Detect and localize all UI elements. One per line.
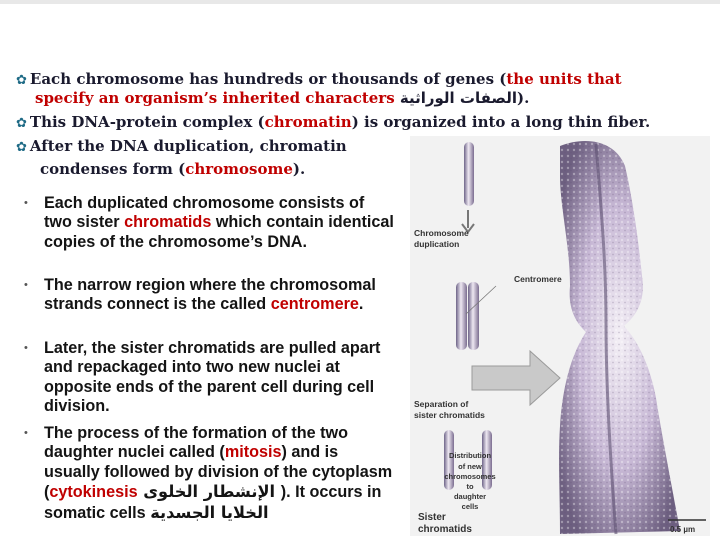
sister-chromatid-right-shape [468, 282, 479, 350]
bullet-item-1: • Each duplicated chromosome consists of two sister chromatids which contain identical copies of the chromosome’s DNA. [24, 194, 394, 251]
intro-line-1: ✿ Each chromosome has hundreds or thousands of genes (the units that [16, 70, 622, 88]
chromosome-figure [410, 136, 710, 536]
bullet-dot-icon: • [24, 279, 28, 291]
bullet-dot-icon: • [24, 427, 28, 439]
svg-text:to: to [466, 482, 474, 491]
svg-text:Sister: Sister [418, 512, 446, 523]
bullet-item-3: • Later, the sister chromatids are pulled apart and repackaged into two new nuclei at opposite ends of the parent cell during cell division. [24, 339, 381, 416]
micrograph-chromosome-shape [559, 141, 680, 534]
svg-text:of new: of new [458, 462, 482, 471]
svg-text:sister chromatids: sister chromatids [414, 410, 485, 420]
top-rule [0, 0, 720, 4]
flower-bullet-icon: ✿ [16, 140, 27, 155]
arrow-shape [472, 351, 560, 405]
svg-text:duplication: duplication [414, 239, 460, 249]
svg-text:cells: cells [461, 502, 479, 511]
flower-bullet-icon: ✿ [16, 73, 27, 88]
single-chromosome-shape [464, 142, 474, 206]
bullet-item-4: • The process of the formation of the two daughter nuclei called (mitosis) and is usually followed by division of the cytoplasm (cytokinesis الإنشطار الخلوى ). It occurs in somatic cells الخلايا الجسدية [24, 424, 393, 522]
chromosome-diagram [410, 136, 710, 536]
svg-text:0.5 µm: 0.5 µm [670, 525, 696, 534]
intro-line-3: ✿ This DNA-protein complex (chromatin) is organized into a long thin fiber. [16, 113, 651, 131]
flower-bullet-icon: ✿ [16, 116, 27, 131]
svg-text:Distribution: Distribution [448, 451, 492, 460]
intro-line-4: ✿ After the DNA duplication, chromatin [16, 137, 347, 155]
svg-text:chromosomes: chromosomes [444, 472, 496, 481]
bullet-dot-icon: • [24, 342, 28, 354]
intro-line-5: condenses form (chromosome). [40, 160, 306, 178]
svg-text:Chromosome: Chromosome [414, 228, 469, 238]
bullet-dot-icon: • [24, 197, 28, 209]
bullet-item-2: • The narrow region where the chromosomal strands connect is the called centromere. [24, 276, 376, 314]
svg-text:daughter: daughter [453, 492, 487, 501]
intro-line-2: specify an organism’s inherited characters الصفات الوراثية). [35, 89, 530, 107]
svg-text:Separation of: Separation of [414, 399, 469, 409]
sister-chromatid-left-shape [456, 282, 467, 350]
svg-text:Centromere: Centromere [514, 274, 562, 284]
svg-text:chromatids: chromatids [418, 524, 472, 535]
